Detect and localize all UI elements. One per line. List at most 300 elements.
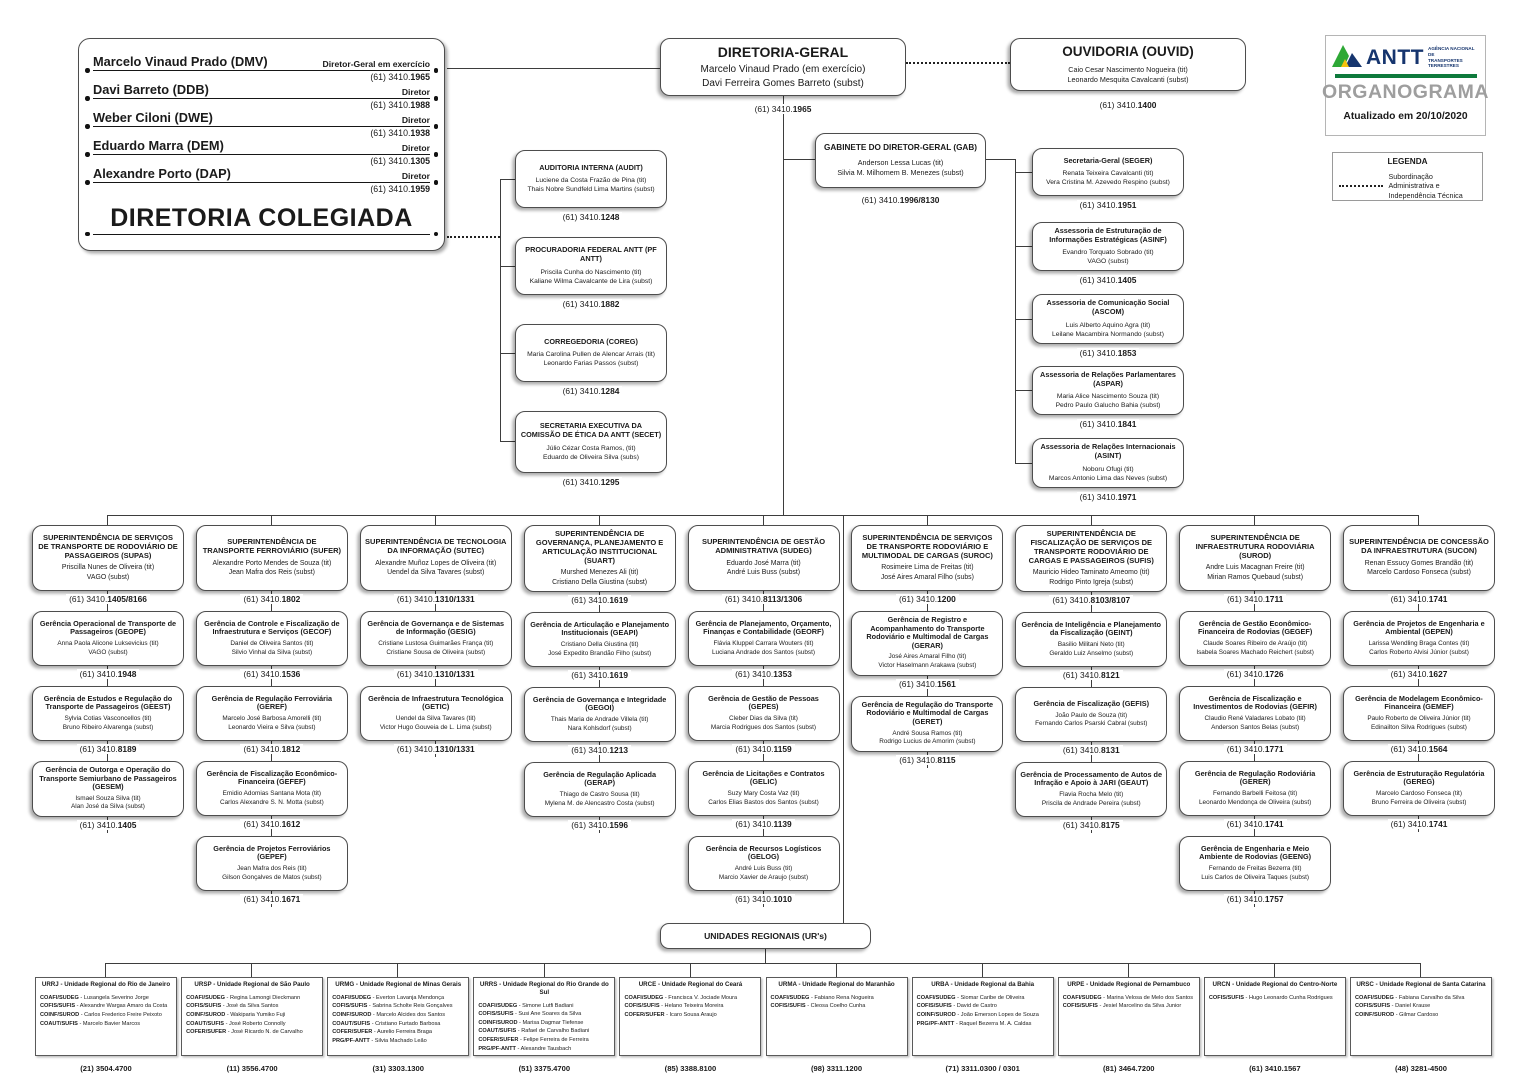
sup-title: SUPERINTENDÊNCIA DE CONCESSÃO DA INFRAESTRUTURA (SUCON) (1349, 537, 1489, 556)
brand-caption-2: TRANSPORTES TERRESTRES (1428, 57, 1463, 69)
person-name: Mirian Ramos Quebaud (subst) (1207, 573, 1303, 581)
sup-column-SUCON (1343, 515, 1495, 836)
gerencia-title: Gerência de Outorga e Operação do Transporte Semiurbano de Passageiros (GESEM) (39, 765, 177, 792)
member-role: Diretor (401, 87, 430, 98)
gerencia-box-SUROD-1 (1179, 686, 1331, 741)
colegiada-member-row (93, 110, 430, 138)
phone-number: (61) 3410.1596 (568, 820, 631, 830)
sup-title: SUPERINTENDÊNCIA DE SERVIÇOS DE TRANSPORTE RODOVIÁRIO E MULTIMODAL DE CARGAS (SUROC) (861, 532, 993, 560)
gerencia-title: Gerência de Regulação do Transporte Rodoviário e Multimodal de Cargas (GERET) (861, 699, 994, 726)
phone-number: (61) 3410.1938 (370, 128, 430, 139)
unidades-regionais-title: UNIDADES REGIONAIS (UR's) (704, 930, 827, 941)
sup-box-SUART (524, 525, 676, 592)
person-name: Priscilla Nunes de Oliveira (tit) (61, 564, 155, 572)
regional-unit-box (473, 977, 615, 1056)
gerencia-box-SUROC-1 (851, 696, 1003, 752)
colegiada-member-row (93, 82, 430, 110)
gerencia-names (378, 640, 493, 657)
sup-column-SUROC (851, 515, 1003, 772)
gerencia-box-SUROD-0 (1179, 611, 1331, 666)
staff-unit-right-3 (1032, 366, 1184, 436)
regional-unit-title: URCE - Unidade Regional do Ceará (638, 981, 743, 988)
person-name: Rodrigo Lucius de Amorim (subst) (879, 738, 976, 746)
person-name: Sylvia Cotias Vasconcellos (tit) (64, 714, 152, 722)
logo-panel (1322, 35, 1489, 136)
person-name: Nara Kohlsdorf (subst) (567, 724, 632, 732)
unidades-regionais-header (660, 923, 871, 949)
phone-number: (61) 3410.1619 (568, 595, 631, 605)
regional-unit-5 (766, 977, 908, 1073)
phone-number: (61) 3410.8175 (1060, 820, 1123, 830)
regional-unit-entry: COAUT/SUFIS - Rafael de Carvalho Badiani (478, 1028, 590, 1035)
gerencia-box-SUPAS-1 (32, 686, 184, 741)
gerencia-box-SUFIS-2 (1015, 762, 1167, 817)
connector-line (500, 179, 515, 180)
sup-box-SUTEC (360, 525, 512, 591)
staff-unit-left-2 (515, 324, 667, 403)
person-name: Carlos Roberto Alvisi Júnior (subst) (1369, 648, 1469, 656)
member-role: Diretor-Geral em exercício (322, 59, 430, 70)
phone-number: (61) 3410.1139 (732, 819, 794, 829)
gerencia-phone (1015, 670, 1167, 680)
person-name: VAGO (subst) (1087, 258, 1129, 266)
person-name: Marcelo Cardoso Fonseca (subst) (1367, 569, 1471, 577)
staff-unit-title: Assessoria de Relações Internacionais (ASINT) (1040, 442, 1176, 460)
gerencia-phone (32, 744, 184, 754)
sup-box-SUROC (851, 525, 1003, 591)
ouvidoria-substituto: Leonardo Mesquita Cavalcanti (subst) (1067, 74, 1189, 84)
colegiada-member-row (93, 138, 430, 166)
gerencia-names (551, 716, 649, 733)
regional-unit-phone: (81) 3464.7200 (1103, 1064, 1155, 1073)
gerencia-phone (524, 670, 676, 680)
regional-unit-entry: COAFI/SUDEG - Siomar Caribe de Oliveira (916, 994, 1025, 1001)
regional-unit-phone: (48) 3281-4500 (1395, 1064, 1447, 1073)
person-name: Marcia Rodrigues dos Santos (subst) (710, 723, 817, 731)
phone-number: (61) 3410.1812 (240, 744, 303, 754)
staff-unit-box (1032, 438, 1184, 488)
person-name: Murshed Menezes Ali (tit) (560, 569, 639, 577)
sup-box-SUFER (196, 525, 348, 591)
staff-unit-box (1032, 294, 1184, 344)
person-name: Fernando Barbelli Feitosa (tit) (1213, 789, 1298, 797)
gerencia-title: Gerência Operacional de Transporte de Passageiros (GEOPE) (39, 618, 177, 637)
person-name: Júlio Cézar Costa Ramos, (tit) (546, 444, 636, 452)
person-name: Cristiane Sousa de Oliveira (subst) (386, 648, 486, 656)
regional-unit-entry: COFIS/SUFIS - Alexandre Wargas Amaro da Costa (40, 1003, 168, 1010)
gerencia-title: Gerência de Fiscalização (GEFIS) (1033, 699, 1150, 709)
gerencia-phone (360, 744, 512, 754)
gerencia-title: Gerência de Engenharia e Meio Ambiente de Rodovias (GEENG) (1199, 843, 1312, 862)
person-name: Alan José da Silva (subst) (71, 803, 145, 811)
legend-panel (1332, 152, 1483, 201)
gerencia-box-SUART-0 (524, 612, 676, 667)
member-phone (93, 128, 430, 138)
regional-unit-entry: COFIS/SUFIS - Hugo Leonardo Cunha Rodrigues (1208, 994, 1333, 1001)
gerencia-phone (1343, 819, 1495, 829)
gerencia-box-SUROC-0 (851, 611, 1003, 676)
gerencia-title: Gerência de Regulação Rodoviária (GERER) (1194, 768, 1316, 787)
staff-unit-right-0 (1032, 148, 1184, 217)
regional-unit-box (35, 977, 177, 1056)
gerencia-phone (688, 669, 840, 679)
phone-number: (61) 3410.1988 (370, 100, 430, 111)
diretoria-geral-box (660, 38, 906, 96)
phone-number: (61) 3410.1757 (1224, 894, 1287, 904)
sup-names (62, 563, 154, 582)
regional-unit-entry: COINF/SUROD - Marisa Dagmar Tiefense (478, 1019, 584, 1026)
diretoria-geral-substituto: Davi Ferreira Gomes Barreto (subst) (702, 77, 864, 89)
regional-unit-entry: COAFI/SUDEG - Francisca V. Jociade Moura (624, 994, 738, 1001)
gerencia-title: Gerência de Controle e Fiscalização de Infraestrutura e Serviços (GECOF) (204, 618, 340, 637)
phone-number: (61) 3410.1564 (1388, 744, 1451, 754)
connector-line (1015, 390, 1032, 391)
connector-line (1015, 463, 1032, 464)
person-name: Eduardo de Oliveira Silva (subs) (543, 453, 639, 461)
regional-unit-title: URBA - Unidade Regional da Bahia (931, 981, 1035, 988)
gerencia-names (719, 865, 808, 882)
sup-box-SUDEG (688, 525, 840, 591)
person-name: Geraldo Luiz Anselmo (subst) (1049, 649, 1134, 657)
person-name: Flávia Kluppel Carrara Wouters (tit) (713, 639, 814, 647)
dotted-connector (447, 236, 500, 238)
staff-unit-names (527, 350, 655, 368)
regional-unit-8 (1204, 977, 1346, 1073)
person-name: Paulo Roberto de Oliveira Júnior (tit) (1367, 714, 1471, 722)
staff-unit-left-1 (515, 237, 667, 316)
gerencia-title: Gerência de Projetos de Engenharia e Ambiental (GEPEN) (1353, 618, 1485, 637)
ouvidoria-phone (1010, 100, 1246, 110)
gerencia-title: Gerência de Projetos Ferroviários (GEPEF) (213, 843, 331, 862)
sup-box-SUCON (1343, 525, 1495, 591)
regional-unit-entry: COFER/SUFER - José Ricardo N. de Carvalho (186, 1029, 303, 1036)
connector-line (1015, 159, 1016, 464)
regional-unit-title: URSP - Unidade Regional de São Paulo (194, 981, 310, 988)
sup-names (1365, 559, 1473, 578)
regional-unit-entry: COFER/SUFER - Aurelio Ferreira Braga (332, 1029, 433, 1036)
staff-unit-box (515, 150, 667, 208)
gerencia-phone (32, 820, 184, 830)
sup-names (1033, 568, 1150, 587)
sup-phone (1343, 594, 1495, 604)
regional-unit-title: URMA - Unidade Regional do Maranhão (778, 981, 895, 988)
gerencia-title: Gerência de Estruturação Regulatória (GEREG) (1353, 768, 1485, 787)
person-name: Isabela Soares Machado Reichert (subst) (1196, 648, 1314, 656)
staff-unit-box (515, 411, 667, 473)
person-name: Basilio Militani Neto (tit) (1057, 640, 1125, 648)
gerencia-names (545, 791, 655, 808)
gerencia-names (1367, 715, 1470, 732)
gerencia-names (879, 730, 975, 747)
person-name: Daniel de Oliveira Santos (tit) (230, 639, 314, 647)
person-name: Jean Mafra dos Reis (subst) (228, 569, 315, 577)
gerencia-phone (688, 894, 840, 904)
regional-unit-entry: COFIS/SUFIS - Jesiel Marcelino da Silva Junior (1062, 1003, 1182, 1010)
phone-number: (61) 3410.1561 (896, 679, 959, 689)
phone-number: (61) 3410.8103/8107 (1049, 595, 1133, 605)
regional-unit-box (766, 977, 908, 1056)
person-name: Ismael Souza Silva (tit) (75, 794, 141, 802)
staff-unit-names (527, 176, 654, 194)
gerencia-phone (688, 744, 840, 754)
sup-names (552, 568, 647, 587)
regional-unit-entry: COAUT/SUFIS - José Roberto Connolly (186, 1020, 286, 1027)
person-name: Luis Carlos de Oliveira Taques (subst) (1201, 873, 1310, 881)
phone-number: (61) 3410.1310/1331 (394, 669, 478, 679)
gerencia-title: Gerência de Planejamento, Orçamento, Finanças e Contabilidade (GEORF) (695, 618, 832, 637)
staff-unit-title: PROCURADORIA FEDERAL ANTT (PF ANTT) (525, 245, 657, 263)
colegiada-member-row (93, 54, 430, 82)
staff-unit-names (1049, 465, 1167, 483)
gerencia-box-SUFIS-1 (1015, 687, 1167, 742)
staff-unit-title: Assessoria de Relações Parlamentares (ASPAR) (1040, 370, 1176, 388)
phone-number: (61) 3410.8113/1306 (722, 594, 805, 604)
phone-number: (61) 3410.1882 (560, 299, 623, 309)
sup-names (726, 559, 800, 578)
connector-line (783, 159, 815, 160)
regional-unit-entry: COAFI/SUDEG - Fabiana Carvalho da Silva (1354, 994, 1465, 1001)
gerencia-names (1205, 715, 1306, 732)
regional-unit-box (1350, 977, 1492, 1056)
sup-names (1206, 563, 1305, 582)
regional-unit-entry: COAFI/SUDEG - Marina Velosa de Melo dos Santos (1062, 994, 1194, 1001)
regional-unit-entry: COAUT/SUFIS - Cristiano Furtado Barbosa (332, 1020, 441, 1027)
staff-unit-phone (1032, 200, 1184, 210)
phone-number: (61) 3410.8131 (1060, 745, 1123, 755)
sup-names (881, 563, 974, 582)
member-name: Alexandre Porto (DAP) (93, 166, 231, 182)
staff-unit-names (543, 444, 639, 462)
gerencia-box-SUDEG-0 (688, 611, 840, 666)
gerencia-phone (1343, 744, 1495, 754)
gerencia-box-SUDEG-3 (688, 836, 840, 891)
staff-unit-title: Assessoria de Comunicação Social (ASCOM) (1046, 298, 1170, 316)
gerencia-box-SUFER-1 (196, 686, 348, 741)
gerencia-phone (524, 820, 676, 830)
phone-number: (61) 3410.1951 (1077, 200, 1140, 210)
phone-number: (61) 3410.1200 (896, 594, 959, 604)
phone-number: (61) 3410.1310/1331 (394, 594, 478, 604)
person-name: Priscila de Andrade Pereira (subst) (1041, 799, 1141, 807)
regional-unit-entry: COINF/SUROD - Gilmar Cardoso (1354, 1012, 1439, 1019)
sup-column-SUROD (1179, 515, 1331, 911)
gerencia-phone (360, 669, 512, 679)
person-name: Kaliane Wilma Cavalcante de Lira (subst) (529, 277, 653, 285)
person-name: Cristiano Della Giustina (tit) (560, 640, 639, 648)
person-name: Edinailton Silva Rodrigues (subst) (1371, 723, 1467, 731)
person-name: Marcio Xavier de Araujo (subst) (718, 873, 809, 881)
regional-unit-title: URMG - Unidade Regional de Minas Gerais (335, 981, 462, 988)
gerencia-title: Gerência de Regulação Ferroviária (GEREF) (211, 693, 333, 712)
person-name: Uendel da Silva Tavares (subst) (387, 569, 485, 577)
person-name: André Luis Buss (subst) (726, 569, 801, 577)
regional-unit-entry: PRG/PF-ANTT - Silvia Machado Leão (332, 1038, 427, 1045)
person-name: Gilson Gonçalves de Matos (subst) (222, 873, 322, 881)
connector-line (500, 353, 515, 354)
sup-column-SUPAS (32, 515, 184, 837)
regional-unit-entry: PRG/PF-ANTT - Raquel Bezerra M. A. Caldas (916, 1020, 1032, 1027)
phone-number: (61) 3410.1159 (732, 744, 794, 754)
staff-unit-right-4 (1032, 438, 1184, 509)
colegiada-members (93, 54, 430, 194)
phone-number: (61) 3410.1771 (1224, 744, 1287, 754)
gerencia-names (71, 795, 145, 812)
gerencia-phone (1015, 745, 1167, 755)
gerencia-box-SUART-1 (524, 687, 676, 742)
person-name: Suzy Mary Costa Vaz (tit) (727, 789, 800, 797)
regional-unit-0 (35, 977, 177, 1073)
regional-unit-3 (473, 977, 615, 1073)
regional-unit-phone: (61) 3410.1567 (1249, 1064, 1301, 1073)
phone-number: (61) 3410.8121 (1060, 670, 1123, 680)
member-divider-line (93, 126, 430, 127)
person-name: Anna Paola Alicone Luksevicius (tit) (57, 639, 159, 647)
person-name: VAGO (subst) (88, 648, 128, 656)
regional-unit-entry: COAFI/SUDEG - Fabiano Rena Nogueira (770, 994, 874, 1001)
person-name: Andre Luis Macagnan Freire (tit) (1205, 564, 1305, 572)
gerencia-names (1201, 865, 1309, 882)
gerencia-names (878, 653, 976, 670)
phone-number: (61) 3410.1405/8166 (66, 594, 150, 604)
regional-unit-phone: (85) 3388.8100 (664, 1064, 717, 1073)
connector-line (500, 266, 515, 267)
sup-column-SUTEC (360, 515, 512, 761)
gerencia-names (63, 715, 154, 732)
sup-phone (1015, 595, 1167, 605)
member-divider-line (93, 70, 430, 71)
regional-unit-entry: COINF/SUROD - Marcelo Alcides dos Santos (332, 1012, 446, 1019)
regional-unit-entry: COFIS/SUFIS - José da Silva Santos (186, 1003, 279, 1010)
sup-column-SUFIS (1015, 515, 1167, 837)
gerencia-names (230, 640, 313, 657)
connector-line (500, 441, 515, 442)
staff-unit-phone (1032, 492, 1184, 502)
sup-title: SUPERINTENDÊNCIA DE GOVERNANÇA, PLANEJAMENTO E ARTICULAÇÃO INSTITUCIONAL (SUART) (535, 529, 664, 565)
gerencia-box-SUDEG-2 (688, 761, 840, 816)
gerencia-box-SUCON-0 (1343, 611, 1495, 666)
gabinete-box (815, 133, 986, 188)
person-name: Mylena M. de Alencastro Costa (subst) (544, 799, 655, 807)
gerencia-title: Gerência de Infraestrutura Tecnológica (GETIC) (368, 693, 504, 712)
staff-unit-box (1032, 222, 1184, 271)
ouvidoria-title: OUVIDORIA (OUVID) (1062, 44, 1194, 60)
gerencia-names (1199, 790, 1311, 807)
gerencia-title: Gerência de Modelagem Econômico-Financeira (GEMEF) (1355, 693, 1483, 712)
regional-unit-title: URSC - Unidade Regional de Santa Catarina (1356, 981, 1486, 988)
phone-number: (61) 3410.1853 (1077, 348, 1140, 358)
unidades-regionais-row (35, 977, 1492, 1073)
person-name: Claudio René Valadares Lobato (tit) (1204, 714, 1306, 722)
gerencia-names (712, 640, 815, 657)
regional-unit-entry: COFIS/SUFIS - Sabrina Scholte Reis Gonçalves (332, 1003, 453, 1010)
member-role: Diretor (401, 171, 430, 182)
person-name: Marcos Antonio Lima das Neves (subst) (1048, 474, 1168, 482)
gerencia-title: Gerência de Governança e de Sistemas de Informação (GESIG) (367, 618, 505, 637)
gerencia-title: Gerência de Gestão de Pessoas (GEPES) (708, 693, 819, 712)
staff-unit-title: SECRETARIA EXECUTIVA DA COMISSÃO DE ÉTICA DA ANTT (SECET) (520, 421, 662, 439)
regional-unit-box (327, 977, 469, 1056)
person-name: Thais Maria de Andrade Villela (tit) (550, 715, 649, 723)
person-name: Luciene da Costa Frazão de Pina (tit) (535, 177, 647, 185)
member-phone (93, 184, 430, 194)
sup-phone (360, 594, 512, 604)
member-name: Eduardo Marra (DEM) (93, 138, 224, 154)
gerencia-box-SUTEC-0 (360, 611, 512, 666)
regional-unit-entry: COFIS/SUFIS - Daniel Krause (1354, 1003, 1431, 1010)
gerencia-box-SUPAS-2 (32, 761, 184, 817)
sup-title: SUPERINTENDÊNCIA DE TRANSPORTE FERROVIÁRIO (SUFER) (202, 537, 342, 556)
person-name: Emidio Adomias Santana Mota (tit) (222, 789, 322, 797)
regional-unit-phone: (31) 3303.1300 (372, 1064, 424, 1073)
regional-unit-entry: COFIS/SUFIS - David de Castro (916, 1003, 997, 1010)
sup-box-SUROD (1179, 525, 1331, 591)
dotted-line-sample (1339, 185, 1383, 187)
phone-number: (61) 3410.1295 (560, 477, 623, 487)
phone-number: (61) 3410.1627 (1388, 669, 1451, 679)
gerencia-title: Gerência de Licitações e Contratos (GELIC) (702, 768, 825, 787)
person-name: Renata Teixeira Cavalcanti (tit) (1062, 170, 1154, 178)
regional-unit-box (912, 977, 1054, 1056)
gerencia-names (222, 865, 321, 882)
staff-unit-phone (1032, 419, 1184, 429)
staff-unit-phone (515, 299, 667, 309)
staff-unit-names (1052, 321, 1164, 339)
gerencia-box-SUROD-3 (1179, 836, 1331, 891)
regional-unit-title: URCN - Unidade Regional do Centro-Norte (1212, 981, 1338, 988)
gerencia-title: Gerência de Fiscalização e Investimentos de Rodovias (GEFIR) (1193, 693, 1317, 712)
phone-number: (61) 3410.1741 (1224, 819, 1287, 829)
person-name: José Aires Amaral Filho (subs) (880, 573, 974, 581)
regional-unit-entry: COINF/SUROD - Carlos Frederico Freire Peixoto (40, 1012, 162, 1019)
phone-number: (61) 3410.1996/8130 (859, 195, 943, 205)
colegiada-title-row (93, 204, 430, 235)
staff-unit-phone (1032, 275, 1184, 285)
staff-unit-names (1062, 248, 1153, 266)
person-name: Eduardo José Marra (tit) (726, 560, 801, 568)
gerencia-box-SUDEG-1 (688, 686, 840, 741)
person-name: Cristiane Lustosa Guimarães França (tit) (378, 639, 494, 647)
person-name: Leonardo Farias Passos (subst) (543, 360, 639, 368)
person-name: Carlos Elias Bastos dos Santos (subst) (708, 798, 819, 806)
sup-column-SUART (524, 515, 676, 837)
phone-number: (61) 3410.1741 (1388, 819, 1451, 829)
phone-number: (61) 3410.1010 (732, 894, 795, 904)
gerencia-box-SUROD-2 (1179, 761, 1331, 816)
sup-title: SUPERINTENDÊNCIA DE TECNOLOGIA DA INFORMAÇÃO (SUTEC) (365, 537, 507, 556)
phone-number: (61) 3410.1948 (77, 669, 140, 679)
connector-line (1015, 172, 1032, 173)
regional-unit-6 (912, 977, 1054, 1073)
regional-unit-box (181, 977, 323, 1056)
person-name: Marcelo Cardoso Fonseca (tit) (1376, 789, 1462, 797)
staff-unit-title: CORREGEDORIA (COREG) (544, 336, 638, 346)
brand-bar (1335, 74, 1477, 78)
gerencia-phone (1015, 820, 1167, 830)
connector-line (765, 949, 766, 963)
person-name: Vera Cristina M. Azevedo Respino (subst) (1046, 179, 1170, 187)
gerencia-title: Gerência de Processamento de Autos de Infração e Apoio à JARI (GEAUT) (1020, 769, 1163, 788)
ouvidoria-titular: Caio Cesar Nascimento Nogueira (tit) (1068, 65, 1188, 75)
gerencia-title: Gerência de Estudos e Regulação do Transporte de Passageiros (GEEST) (43, 693, 173, 712)
sup-phone (1179, 594, 1331, 604)
person-name: Anderson Santos Belas (subst) (1211, 723, 1300, 731)
phone-number: (61) 3410.1612 (240, 819, 303, 829)
gerencia-title: Gerência de Gestão Econômico-Financeira de Rodovias (GEGEF) (1197, 618, 1313, 637)
regional-unit-entry: COFIS/SUFIS - Cleosa Coelho Cunha (770, 1003, 866, 1010)
gerencia-names (1196, 640, 1314, 657)
member-name: Weber Ciloni (DWE) (93, 110, 213, 126)
phone-number: (61) 3410.1802 (240, 594, 303, 604)
